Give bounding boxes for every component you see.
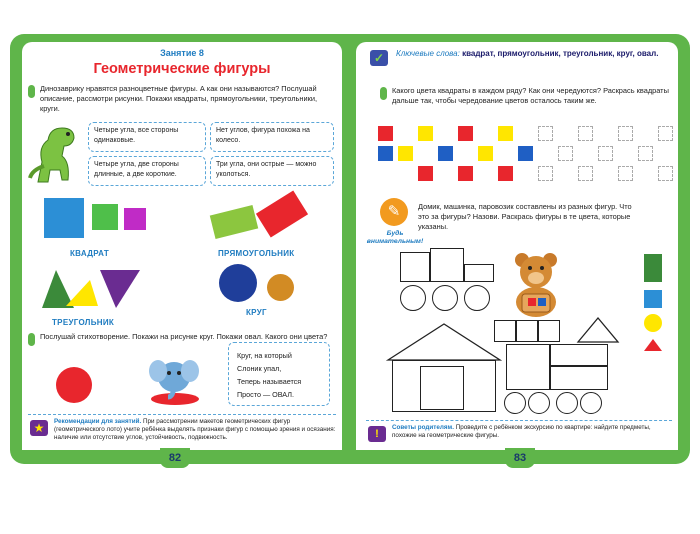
shapes-task: Домик, машинка, паровозик составлены из разных фигур. Что это за фигуры? Назови. Раскрась фигуры в те цвета, которые указаны.	[418, 202, 632, 231]
dinosaur-illustration	[28, 122, 88, 184]
pattern-cell	[378, 126, 393, 141]
color-pattern-task: Какого цвета квадраты в каждом ряду? Как они чередуются? Раскрась квадраты дальше так, чтобы чередование цветов осталось таким же.	[392, 86, 669, 105]
empty-cell[interactable]	[658, 166, 673, 181]
empty-cell[interactable]	[538, 166, 553, 181]
page-number-right: 83	[505, 448, 535, 468]
empty-cell[interactable]	[578, 126, 593, 141]
left-page	[22, 42, 342, 450]
house-side-rect	[464, 264, 494, 282]
empty-cell[interactable]	[638, 146, 653, 161]
poem-line: Просто — ОВАЛ.	[237, 390, 294, 399]
blue-square	[44, 198, 84, 238]
house-roof-rect	[400, 252, 430, 282]
pattern-cell	[458, 126, 473, 141]
train-block	[506, 344, 550, 390]
tip-divider	[28, 414, 336, 415]
parents-tip-text	[392, 424, 672, 440]
poem-line: Круг, на который	[237, 351, 292, 360]
house-window	[420, 366, 464, 410]
right-page	[356, 42, 678, 450]
recommendation-title: Рекомендации для занятий.	[54, 418, 142, 425]
description-box-rectangle: Четыре угла, две стороны длинные, а две короткие.	[88, 156, 206, 186]
house-wheel	[432, 285, 458, 311]
house-body-rect	[430, 248, 464, 282]
task-bullet	[28, 333, 35, 346]
train-wheel	[580, 392, 602, 414]
empty-cell[interactable]	[658, 126, 673, 141]
red-circle	[56, 367, 92, 403]
train-block	[550, 344, 608, 366]
page-title: Геометрические фигуры	[93, 61, 271, 77]
poem-box	[228, 342, 330, 406]
pattern-cell	[498, 166, 513, 181]
star-icon: ★	[30, 420, 48, 436]
train-triangle	[576, 316, 620, 344]
page-number-left: 82	[160, 448, 190, 468]
label-circle: КРУГ	[246, 308, 267, 317]
pencil-badge-icon: ✎	[380, 198, 408, 226]
train-block	[516, 320, 538, 342]
lesson-number: Занятие 8	[160, 48, 204, 58]
parents-tip-body: Проведите с ребёнком экскурсию по квартире: найдите предметы, похожие на геометрические фигуры.	[392, 424, 651, 440]
house-wheel	[400, 285, 426, 311]
attention-badge: Будь внимательным!	[366, 230, 424, 245]
task-bullet	[380, 87, 387, 100]
purple-square	[124, 208, 146, 230]
intro-text: Динозаврику нравятся разноцветные фигуры. А как они называются? Послушай описание, рассмотри рисунки. Покажи квадраты, прямоугольники, треугольники, круги.	[40, 84, 318, 113]
legend-yellow-circle	[644, 314, 662, 332]
pattern-grid	[378, 126, 678, 184]
green-square	[92, 204, 118, 230]
poem-line: Теперь называется	[237, 377, 302, 386]
empty-cell[interactable]	[558, 146, 573, 161]
bear-illustration	[506, 248, 566, 318]
pattern-cell	[418, 126, 433, 141]
pattern-cell	[458, 166, 473, 181]
train-block	[550, 366, 608, 390]
train-block	[494, 320, 516, 342]
description-box-square: Четыре угла, все стороны одинаковые.	[88, 122, 206, 152]
empty-cell[interactable]	[618, 126, 633, 141]
empty-cell[interactable]	[538, 126, 553, 141]
orange-circle	[267, 274, 294, 301]
triangles-group	[36, 264, 156, 314]
house-wheel	[464, 285, 490, 311]
label-triangle: ТРЕУГОЛЬНИК	[52, 318, 115, 327]
poem-line: Слоник упал,	[237, 364, 282, 373]
keywords-title: Ключевые слова:	[396, 49, 460, 58]
keywords-text	[396, 48, 674, 59]
red-rectangle	[256, 190, 308, 237]
parents-tip-title: Советы родителям.	[392, 424, 454, 431]
pattern-cell	[418, 166, 433, 181]
tip-divider	[366, 420, 672, 421]
poem-task: Послушай стихотворение. Покажи на рисунке круг. Покажи овал. Какого они цвета?	[40, 332, 328, 341]
task-bullet	[28, 85, 35, 98]
check-icon: ✓	[370, 50, 388, 66]
recommendation-text	[54, 418, 338, 443]
description-box-triangle: Три угла, они острые — можно уколоться.	[210, 156, 334, 186]
blue-circle	[219, 264, 257, 302]
pattern-cell	[378, 146, 393, 161]
label-rectangle: ПРЯМОУГОЛЬНИК	[218, 249, 295, 258]
pattern-cell	[518, 146, 533, 161]
legend-green-rect	[644, 254, 662, 282]
train-block	[538, 320, 560, 342]
elephant-illustration	[144, 347, 206, 407]
pattern-cell	[498, 126, 513, 141]
empty-cell[interactable]	[578, 166, 593, 181]
legend-red-triangle	[643, 338, 663, 352]
empty-cell[interactable]	[598, 146, 613, 161]
legend-blue-square	[644, 290, 662, 308]
empty-cell[interactable]	[618, 166, 633, 181]
exclamation-icon: !	[368, 426, 386, 442]
keywords-list: квадрат, прямоугольник, треугольник, круг, овал.	[462, 49, 659, 58]
train-wheel	[528, 392, 550, 414]
description-box-circle: Нет углов, фигура похожа на колесо.	[210, 122, 334, 152]
train-wheel	[504, 392, 526, 414]
train-wheel	[556, 392, 578, 414]
house-triangle	[386, 322, 502, 362]
green-rectangle	[210, 205, 258, 239]
pattern-cell	[478, 146, 493, 161]
recommendation-body: При рассмотрении макетов геометрических фигур (геометрического лото) учите ребёнка выделять признаки фигур с помощью зрения и осязания: наличие или отсутствие углов, устойчивость, подвижность.	[54, 418, 336, 442]
pattern-cell	[398, 146, 413, 161]
pattern-cell	[438, 146, 453, 161]
label-square: КВАДРАТ	[70, 249, 110, 258]
